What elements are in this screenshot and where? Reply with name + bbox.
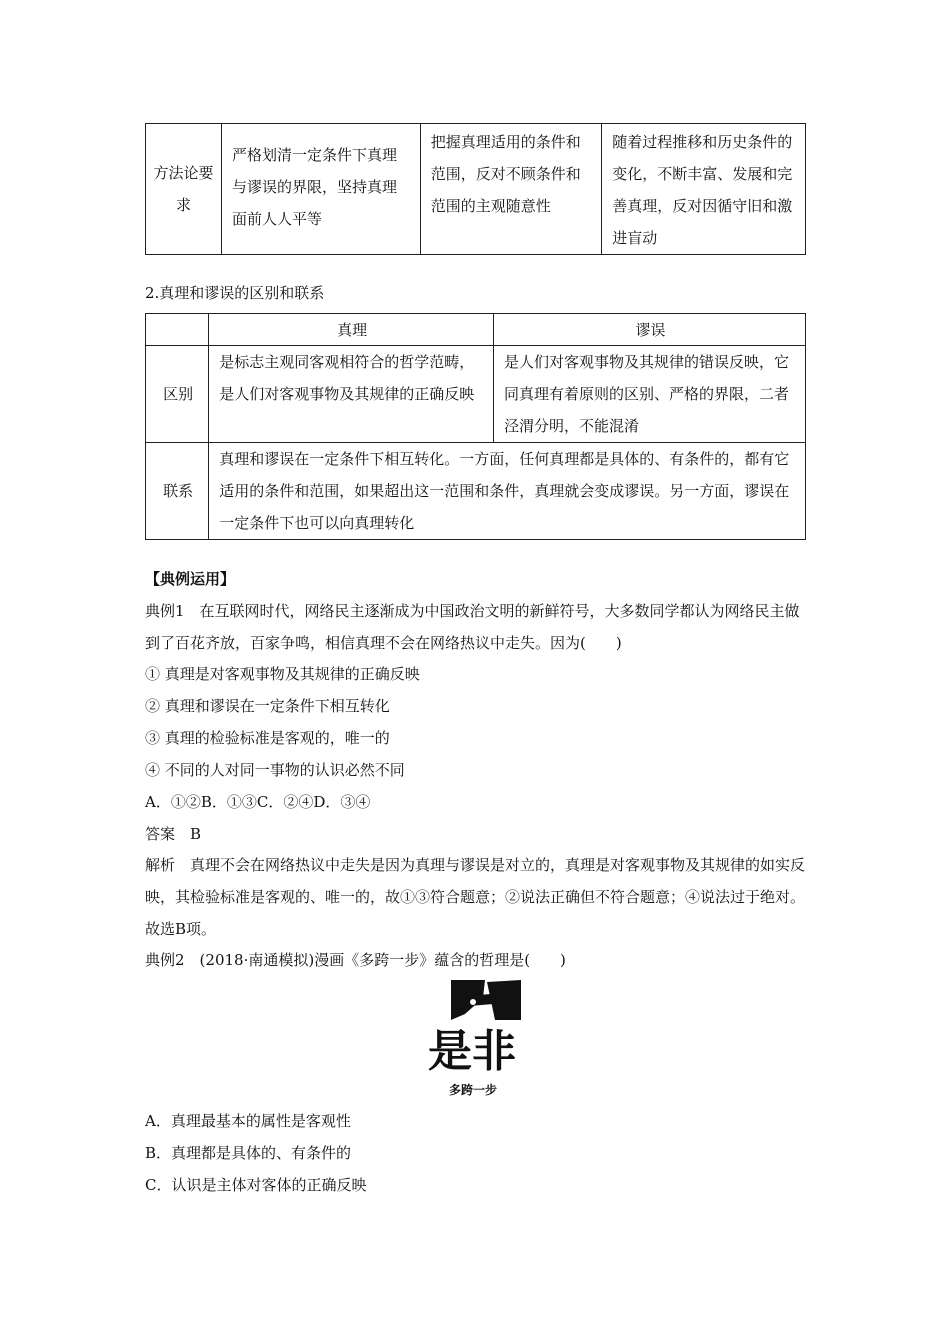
option-item: B．真理都是具体的、有条件的 bbox=[145, 1144, 352, 1162]
option-item: A．真理最基本的属性是客观性 bbox=[145, 1112, 351, 1130]
empty-header-cell bbox=[146, 314, 209, 346]
example1-stem: 典例1 在互联网时代，网络民主逐渐成为中国政治文明的新鲜符号，大多数同学都认为网络民主做到了百花齐放，百家争鸣，相信真理不会在网络热议中走失。因为( ) bbox=[145, 602, 800, 652]
option-item: C．认识是主体对客体的正确反映 bbox=[145, 1176, 367, 1194]
example2-stem: 典例2 (2018·南通模拟)漫画《多跨一步》蕴含的哲理是( ) bbox=[145, 951, 566, 969]
comic-caption: 多跨一步 bbox=[448, 1083, 498, 1097]
table-cell: 严格划清一定条件下真理与谬误的界限，坚持真理面前人人平等 bbox=[222, 124, 421, 255]
section-title: 2.真理和谬误的区别和联系 bbox=[145, 284, 325, 302]
choice-list: A．①②B．①③C．②④D．③④ bbox=[145, 793, 371, 811]
comic-image bbox=[425, 980, 521, 1100]
table-row bbox=[146, 443, 806, 540]
analysis: 解析 真理不会在网络热议中走失是因为真理与谬误是对立的，真理是对客观事物及其规律的如实反映，其检验标准是客观的、唯一的，故①③符合题意；②说法正确但不符合题意；④说法过于绝对。故选B项。 bbox=[145, 856, 806, 938]
option-item: ② 真理和谬误在一定条件下相互转化 bbox=[145, 697, 390, 715]
row-label: 联系 bbox=[146, 443, 209, 540]
comic-illustration bbox=[425, 980, 521, 1100]
comic-text: 是非 bbox=[428, 1026, 516, 1077]
table-cell: 是标志主观同客观相符合的哲学范畴，是人们对客观事物及其规律的正确反映 bbox=[209, 346, 494, 443]
column-header: 真理 bbox=[209, 314, 494, 346]
option-item: ④ 不同的人对同一事物的认识必然不同 bbox=[145, 761, 405, 779]
option-item: ③ 真理的检验标准是客观的，唯一的 bbox=[145, 729, 390, 747]
table-header-row bbox=[146, 314, 806, 346]
option-item: ① 真理是对客观事物及其规律的正确反映 bbox=[145, 665, 420, 683]
table-cell: 把握真理适用的条件和范围，反对不顾条件和范围的主观随意性 bbox=[420, 124, 601, 255]
column-header: 谬误 bbox=[494, 314, 806, 346]
example-heading: 【典例运用】 bbox=[145, 570, 236, 588]
truth-error-table bbox=[145, 313, 806, 540]
answer: 答案 B bbox=[145, 825, 202, 843]
table-cell: 是人们对客观事物及其规律的错误反映，它同真理有着原则的区别、严格的界限，二者泾渭分明，不能混淆 bbox=[494, 346, 806, 443]
row-label: 区别 bbox=[146, 346, 209, 443]
methodology-table bbox=[145, 123, 806, 255]
table-cell: 真理和谬误在一定条件下相互转化。一方面，任何真理都是具体的、有条件的，都有它适用的条件和范围，如果超出这一范围和条件，真理就会变成谬误。另一方面，谬误在一定条件下也可以向真理转化 bbox=[209, 443, 806, 540]
row-label: 方法论要求 bbox=[146, 124, 222, 255]
table-row bbox=[146, 346, 806, 443]
table-row bbox=[146, 124, 806, 255]
table-cell: 随着过程推移和历史条件的变化，不断丰富、发展和完善真理，反对因循守旧和激进盲动 bbox=[602, 124, 806, 255]
